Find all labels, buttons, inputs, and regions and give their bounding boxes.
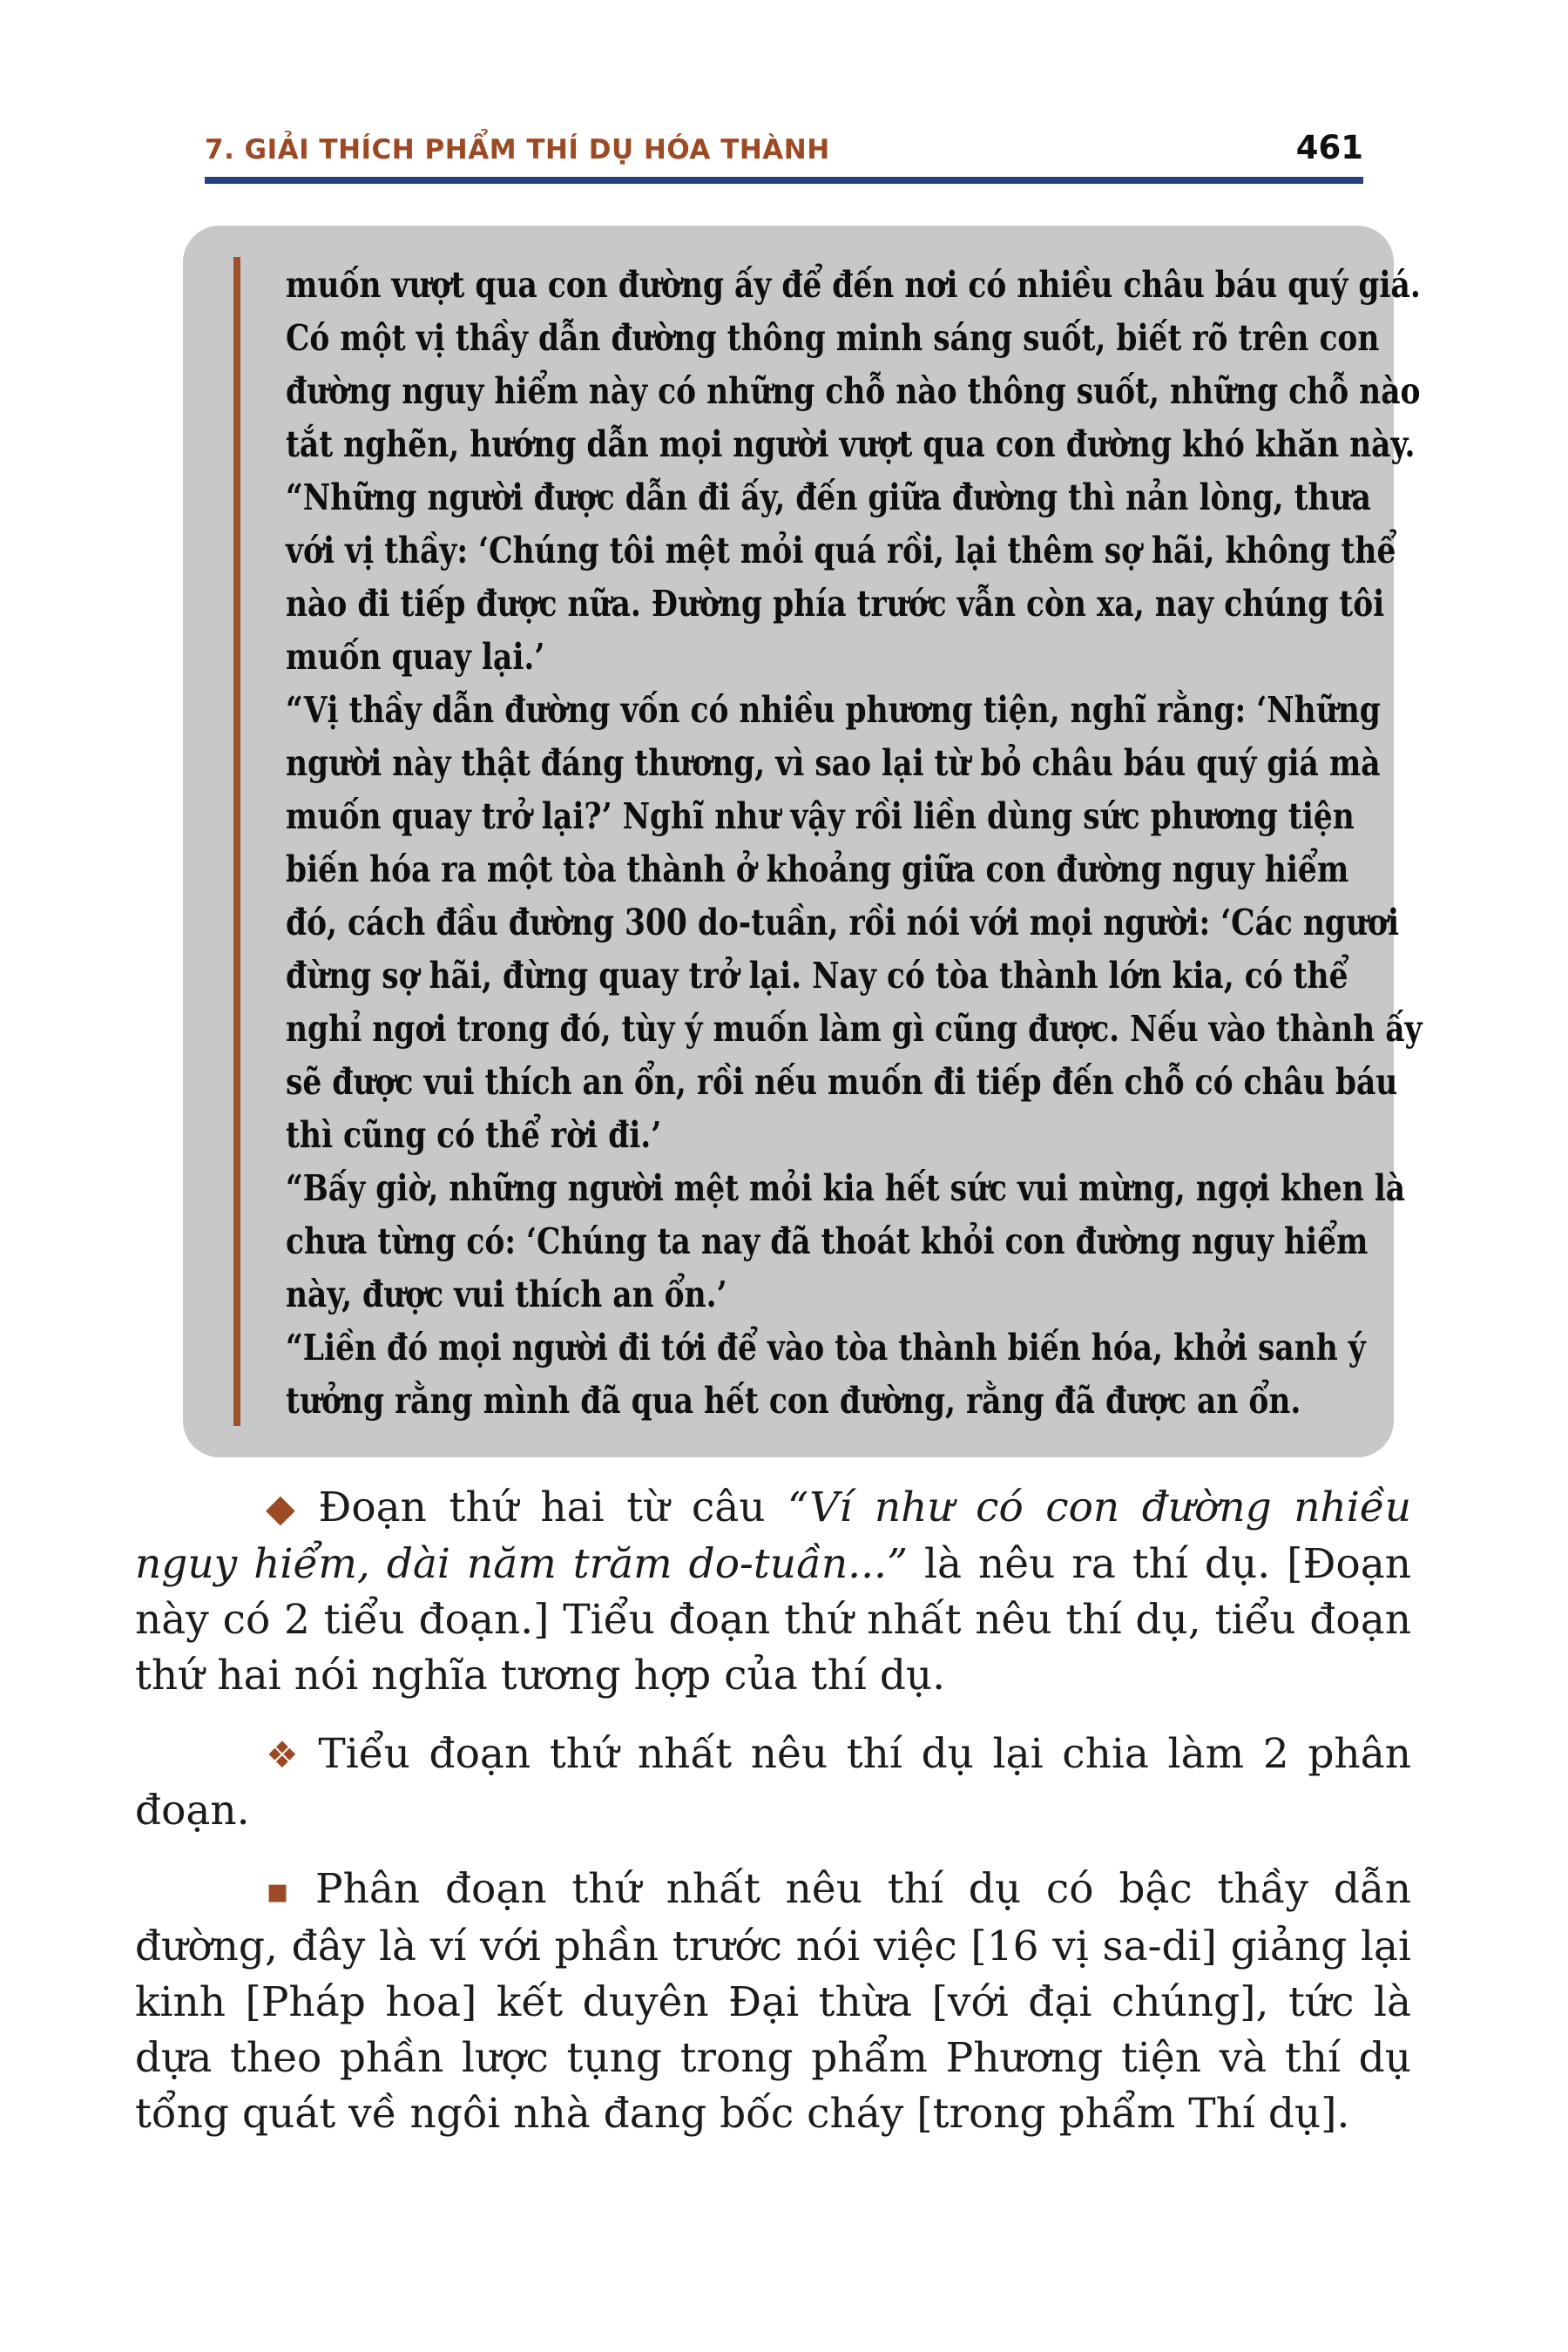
page-number: 461 — [1295, 129, 1363, 166]
quote-line: người này thật đáng thương, vì sao lại từ bỏ châu báu quý giá mà — [286, 742, 1381, 784]
text-run: là nêu ra thí dụ. [Đoạn này có 2 tiểu đoạn.] Tiểu đoạn thứ nhất nêu thí dụ, tiểu đoạn thứ hai nói nghĩa tương hợp của thí dụ. — [135, 1540, 1411, 1700]
quote-line: “Những người được dẫn đi ấy, đến giữa đường thì nản lòng, thưa — [286, 476, 1371, 518]
commentary-paragraph — [135, 1862, 1411, 2142]
commentary-paragraph — [135, 1727, 1411, 1839]
quote-text — [286, 259, 1423, 1428]
quote-line: chưa từng có: ‘Chúng ta nay đã thoát khỏi con đường nguy hiểm — [286, 1220, 1369, 1262]
quote-line: đường nguy hiểm này có những chỗ nào thông suốt, những chỗ nào — [286, 370, 1421, 412]
quote-line: nào đi tiếp được nữa. Đường phía trước vẫn còn xa, nay chúng tôi — [286, 583, 1385, 625]
diamond-bullet-icon: ◆ — [266, 1486, 305, 1531]
quote-line: nghỉ ngơi trong đó, tùy ý muốn làm gì cũng được. Nếu vào thành ấy — [286, 1008, 1423, 1050]
quote-line: này, được vui thích an ổn.’ — [286, 1274, 727, 1315]
quote-line: với vị thầy: ‘Chúng tôi mệt mỏi quá rồi, lại thêm sợ hãi, không thể — [286, 530, 1396, 571]
page-header — [205, 129, 1363, 184]
quote-line: thì cũng có thể rời đi.’ — [286, 1114, 662, 1156]
quote-line: “Liền đó mọi người đi tới để vào tòa thành biến hóa, khởi sanh ý — [286, 1327, 1366, 1369]
quote-line: muốn quay trở lại?’ Nghĩ như vậy rồi liền dùng sức phương tiện — [286, 795, 1355, 837]
quote-line: sẽ được vui thích an ổn, rồi nếu muốn đi tiếp đến chỗ có châu báu — [286, 1061, 1398, 1103]
quote-line: muốn vượt qua con đường ấy để đến nơi có nhiều châu báu quý giá. — [286, 264, 1421, 306]
text-run: Đoạn thứ hai từ câu — [318, 1484, 788, 1531]
quote-line: tưởng rằng mình đã qua hết con đường, rằng đã được an ổn. — [286, 1380, 1301, 1422]
quote-line: biến hóa ra một tòa thành ở khoảng giữa con đường nguy hiểm — [286, 848, 1349, 890]
commentary-paragraph — [135, 1480, 1411, 1704]
quote-line: “Bấy giờ, những người mệt mỏi kia hết sức vui mừng, ngợi khen là — [286, 1167, 1406, 1209]
text-run: Phân đoạn thứ nhất nêu thí dụ có bậc thầy dẫn đường, đây là ví với phần trước nói việc [16 vị sa-di] giảng lại kinh [Pháp hoa] kết duyên Đại thừa [với đại chúng], tức là dựa theo phần lược tụng trong phẩm Phương tiện và thí dụ tổng quát về ngôi nhà đang bốc cháy [trong phẩm Thí dụ]. — [135, 1865, 1411, 2138]
commentary-section — [135, 1480, 1411, 2142]
header-row — [205, 129, 1363, 166]
running-header-title: 7. GIẢI THÍCH PHẨM THÍ DỤ HÓA THÀNH — [205, 134, 830, 166]
square-bullet-icon: ▪ — [266, 1871, 301, 1911]
quote-line: muốn quay lại.’ — [286, 636, 545, 678]
quote-line: “Vị thầy dẫn đường vốn có nhiều phương tiện, nghĩ rằng: ‘Những — [286, 689, 1381, 731]
quote-line: đó, cách đầu đường 300 do-tuần, rồi nói với mọi người: ‘Các ngươi — [286, 902, 1400, 943]
quote-line: tắt nghẽn, hướng dẫn mọi người vượt qua con đường khó khăn này. — [286, 423, 1416, 465]
text-run: “Ví như có con đường nhiều nguy hiểm, dài năm trăm do-tuần...” — [135, 1484, 1411, 1588]
quote-accent-bar — [233, 257, 240, 1426]
four-diamond-bullet-icon: ❖ — [266, 1734, 305, 1776]
quote-line: đừng sợ hãi, đừng quay trở lại. Nay có tòa thành lớn kia, có thể — [286, 955, 1348, 997]
quote-block — [183, 226, 1423, 1457]
quote-line: Có một vị thầy dẫn đường thông minh sáng suốt, biết rõ trên con — [286, 317, 1380, 359]
text-run: Tiểu đoạn thứ nhất nêu thí dụ lại chia làm 2 phân đoạn. — [135, 1730, 1411, 1835]
